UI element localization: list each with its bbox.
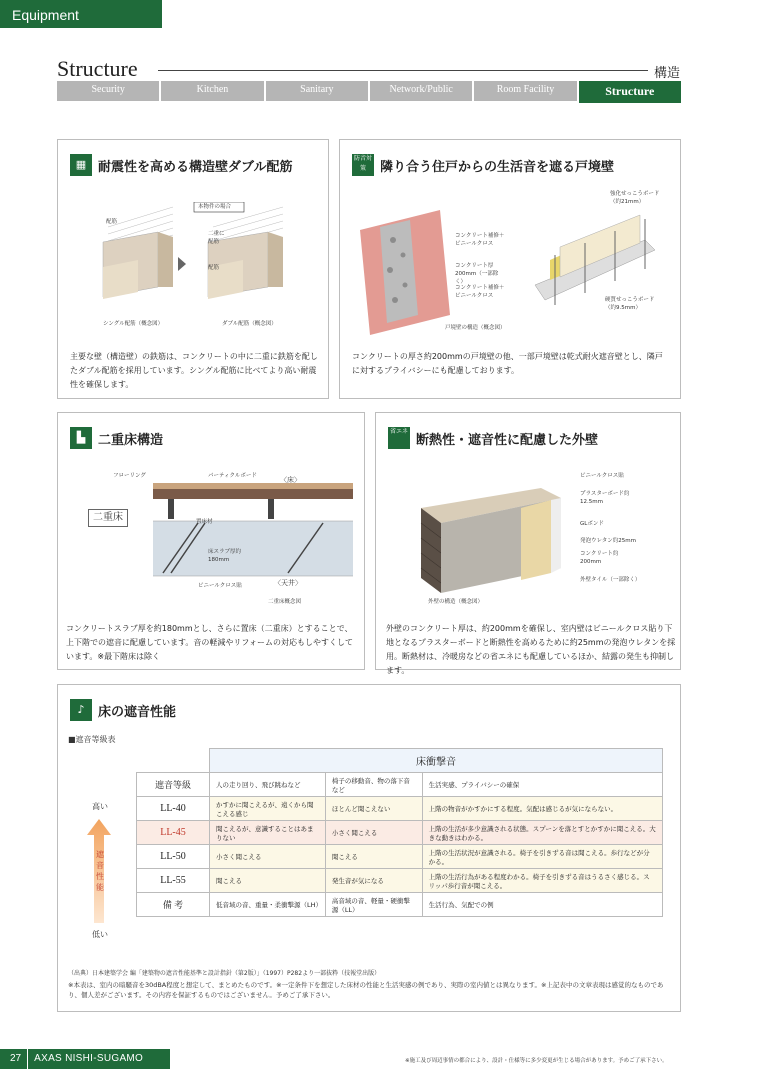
label-gl-bond: GLボンド	[580, 521, 604, 527]
remarks-light: 高音域の音、軽量・硬衝撃源（LL）	[325, 893, 422, 917]
card-title: 床の遮音性能	[98, 704, 177, 720]
label-concrete-finish-1: コンクリート補修＋ビニールクロス	[455, 233, 505, 247]
remarks-row	[137, 893, 663, 917]
label-rebar-2: 配筋	[208, 265, 220, 271]
nav-structure[interactable]: Structure	[579, 81, 681, 103]
label-hard-board: 硬質せっこうボード（約9.5mm）	[605, 297, 655, 311]
table-row	[137, 797, 663, 821]
nav-network-public[interactable]: Network/Public	[370, 81, 472, 101]
card-exterior-wall	[375, 412, 681, 675]
card-title: 隣り合う住戸からの生活音を遮る戸境壁	[380, 159, 615, 175]
page-title-jp: 構造	[654, 66, 681, 81]
life-cell: 上階の物音がかすかにする程度。気配は感じるが気にならない。	[422, 797, 662, 821]
table-row	[137, 821, 663, 845]
card-party-wall	[339, 139, 681, 399]
card-title: 二重床構造	[98, 432, 164, 448]
remarks-heavy: 低音域の音、重量・柔衝撃源（LH）	[210, 893, 326, 917]
label-slab: 床スラブ厚約180mm	[208, 549, 242, 563]
scale-low: 低い	[92, 930, 108, 939]
heavy-cell: 聞こえるが、意識することはあまりない	[210, 821, 326, 845]
label-concrete: コンクリート約200mm	[580, 551, 619, 565]
card-body: コンクリートスラブ厚を約180mmとし、さらに置床（二重床）とすることで、上下階での遮音に配慮しています。音の軽減やリフォームの対応もしやすくしています。※最下階床は除く	[66, 624, 353, 661]
card-body: 主要な壁（構造壁）の鉄筋は、コンクリートの中に二重に鉄筋を配したダブル配筋を採用しています。シングル配筋に比べてより高い耐震性を確保します。	[70, 352, 318, 389]
card-double-rebar	[57, 139, 329, 399]
grade-cell: LL-45	[137, 821, 210, 845]
table-row	[137, 845, 663, 869]
light-cell: 発生音が気になる	[325, 869, 422, 893]
category-nav	[57, 81, 681, 101]
scale-high: 高い	[92, 802, 108, 811]
col-heavy-label: 人の走り回り、飛び跳ねなど	[210, 773, 326, 797]
light-cell: ほとんど聞こえない	[325, 797, 422, 821]
nav-sanitary[interactable]: Sanitary	[266, 81, 368, 101]
exterior-wall-diagram	[411, 478, 581, 598]
label-support: 置床材	[196, 519, 213, 525]
heavy-cell: 小さく聞こえる	[210, 845, 326, 869]
scale-mid: 遮音性能	[96, 850, 104, 892]
card-title: 断熱性・遮音性に配慮した外壁	[416, 432, 599, 448]
card-double-floor	[57, 412, 365, 670]
label-vinyl: ビニールクロス貼	[198, 583, 242, 589]
double-rebar-diagram	[98, 202, 308, 317]
label-floor: 〈床〉	[280, 476, 301, 484]
caption-party-wall: 戸境壁の構造（概念図）	[445, 325, 506, 331]
grade-cell: LL-40	[137, 797, 210, 821]
table-corner	[137, 749, 210, 773]
sound-insulation-icon: ♪	[70, 699, 92, 721]
label-plaster-board: プラスターボード約12.5mm	[580, 491, 630, 505]
floor-structure-icon: ▙	[70, 427, 92, 449]
card-title: 耐震性を高める構造壁ダブル配筋	[98, 159, 293, 175]
footer-bar	[0, 1049, 170, 1069]
caption-single: シングル配筋（概念図）	[103, 321, 164, 327]
col-grade-label: 遮音等級	[137, 773, 210, 797]
table-title: ■遮音等級表	[68, 735, 116, 744]
life-cell: 上階の生活状況が意識される。椅子を引きずる音は聞こえる。歩行などが分かる。	[422, 845, 662, 869]
life-cell: 上階の生活行為がある程度わかる。椅子を引きずる音はうるさく感じる。スリッパ歩行音が聞こえる。	[422, 869, 662, 893]
page-number: 27	[0, 1049, 28, 1069]
brand-name: AXAS NISHI-SUGAMO	[34, 1053, 144, 1064]
card-body: 外壁のコンクリート厚は、約200mmを確保し、室内壁はビニールクロス貼り下地となるプラスターボードと断熱性を高めるために約25mmの発泡ウレタンを採用。断熱材は、冷暖房などの省エネにも配慮しているほか、結露の発生も抑制します。	[386, 624, 676, 675]
remarks-label: 備 考	[137, 893, 210, 917]
rebar-icon: ▦	[70, 154, 92, 176]
label-flooring: フローリング	[113, 473, 146, 479]
energy-saving-icon: 省エネ	[388, 427, 410, 449]
label-rebar-1: 配筋	[106, 219, 118, 225]
table-row	[137, 869, 663, 893]
nav-kitchen[interactable]: Kitchen	[161, 81, 263, 101]
remarks-life: 生活行為、気配での例	[422, 893, 662, 917]
label-box: 本物件の場合	[198, 204, 232, 210]
heavy-cell: 聞こえる	[210, 869, 326, 893]
col-life-label: 生活実感、プライバシーの確保	[422, 773, 662, 797]
soundproof-icon: 防音対策	[352, 154, 374, 176]
nav-security[interactable]: Security	[57, 81, 159, 101]
label-vinyl-cloth: ビニールクロス貼	[580, 473, 624, 479]
nav-room-facility[interactable]: Room Facility	[474, 81, 576, 101]
grade-cell: LL-55	[137, 869, 210, 893]
label-concrete-thickness: コンクリート厚200mm（一部除く）	[455, 263, 499, 285]
label-fire-board: 強化せっこうボード（約21mm）	[610, 191, 660, 205]
grade-cell: LL-50	[137, 845, 210, 869]
party-wall-diagram	[355, 185, 675, 335]
label-tile: 外壁タイル（一部除く）	[580, 577, 641, 583]
sound-grade-table	[136, 748, 663, 917]
label-concrete-finish-2: コンクリート補修＋ビニールクロス	[455, 285, 505, 299]
life-cell: 上階の生活が多少意識される状態。スプーンを落とすとかすかに聞こえる。大きな動きはわかる。	[422, 821, 662, 845]
caption-exterior-wall: 外壁の構造（概念図）	[428, 599, 484, 605]
equipment-tab: Equipment	[0, 0, 162, 28]
label-double-floor: 二重床	[88, 509, 128, 527]
heavy-cell: かすかに聞こえるが、遠くから聞こえる感じ	[210, 797, 326, 821]
label-double: 二重に配筋	[208, 231, 225, 245]
table-header: 床衝撃音	[210, 749, 663, 773]
label-urethane: 発泡ウレタン約25mm	[580, 538, 636, 544]
double-floor-diagram	[153, 483, 363, 593]
label-particle-board: パーティクルボード	[208, 473, 257, 479]
light-cell: 小さく聞こえる	[325, 821, 422, 845]
disclaimer-note: ※本表は、室内の暗騒音を30dBA程度と想定して、まとめたものです。※一定条件下を想定した床材の性能と生活実感の例であり、実際の室内値とは異なります。※上記表中の文章表現は感覚的なものであり、個人差がございます。その内容を保証するものではございません。予めご了承下さい。	[68, 981, 664, 999]
col-light-label: 椅子の移動音、物の落下音など	[325, 773, 422, 797]
caption-double-floor: 二重床概念図	[268, 599, 302, 605]
label-ceiling: 〈天井〉	[274, 579, 302, 587]
footer-note: ※施工及び周辺事情の都合により、設計・仕様等に多少変更が生じる場合があります。予めご了承下さい。	[405, 1058, 668, 1064]
title-rule	[158, 70, 648, 71]
source-note: （出典）日本建築学会 編「建築物の遮音性能基準と設計指針（第2版）」（1997）P282より一部抜粋（技報堂出版）	[68, 970, 381, 977]
card-body: コンクリートの厚さ約200mmの戸境壁の他、一部戸境壁は乾式耐火遮音壁とし、隣戸に対するプライバシーにも配慮しております。	[352, 352, 663, 375]
caption-double: ダブル配筋（概念図）	[222, 321, 277, 327]
page-title: Structure	[57, 56, 138, 81]
light-cell: 聞こえる	[325, 845, 422, 869]
